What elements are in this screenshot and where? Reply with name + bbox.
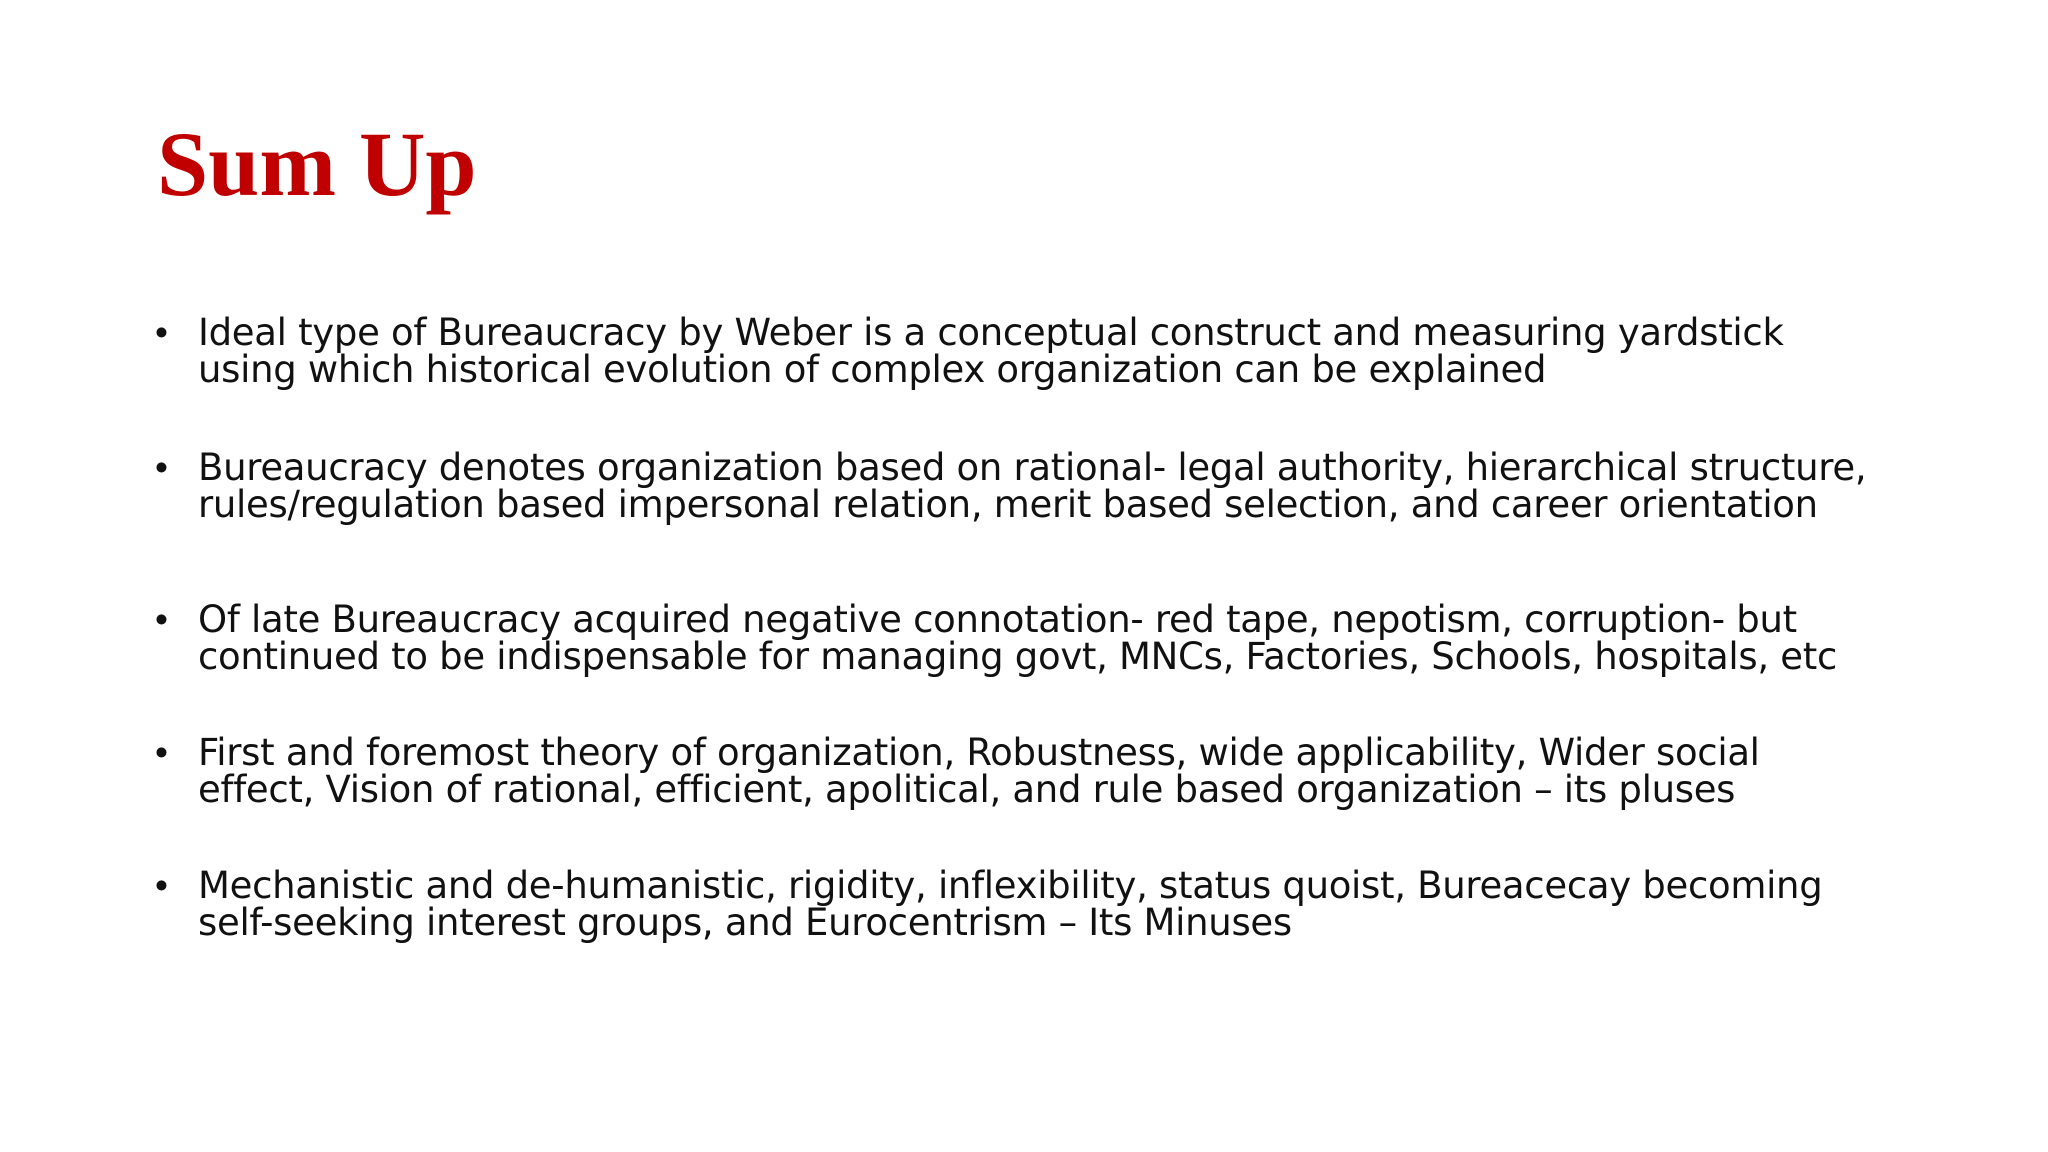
bullet-item [155,446,1875,526]
bullet-text: Bureaucracy denotes organization based on rational- legal authority, hierarchical structure, rules/regulation based impersonal relation, merit based selection, and career orientation [198,446,1867,526]
bullet-text: Of late Bureaucracy acquired negative connotation- red tape, nepotism, corruption- but continued to be indispensable for managing govt, MNCs, Factories, Schools, hospitals, etc [198,598,1838,678]
bullet-text: First and foremost theory of organization, Robustness, wide applicability, Wider social effect, Vision of rational, efficient, apolitical, and rule based organization – its pluses [198,731,1760,811]
bullet-text: Mechanistic and de-humanistic, rigidity, inflexibility, status quoist, Bureacecay becoming self-seeking interest groups, and Eurocentrism – Its Minuses [198,864,1823,944]
bullet-icon: • [155,599,168,640]
bullet-icon: • [155,312,168,353]
bullet-item [155,864,1875,944]
bullet-icon: • [155,447,168,488]
bullet-item [155,598,1875,678]
bullet-icon: • [155,865,168,906]
bullet-icon: • [155,732,168,773]
bullet-item [155,311,1875,391]
slide-title: Sum Up [157,113,477,215]
bullet-text: Ideal type of Bureaucracy by Weber is a conceptual construct and measuring yardstick using which historical evolution of complex organization can be explained [198,311,1784,391]
bullet-item [155,731,1875,811]
